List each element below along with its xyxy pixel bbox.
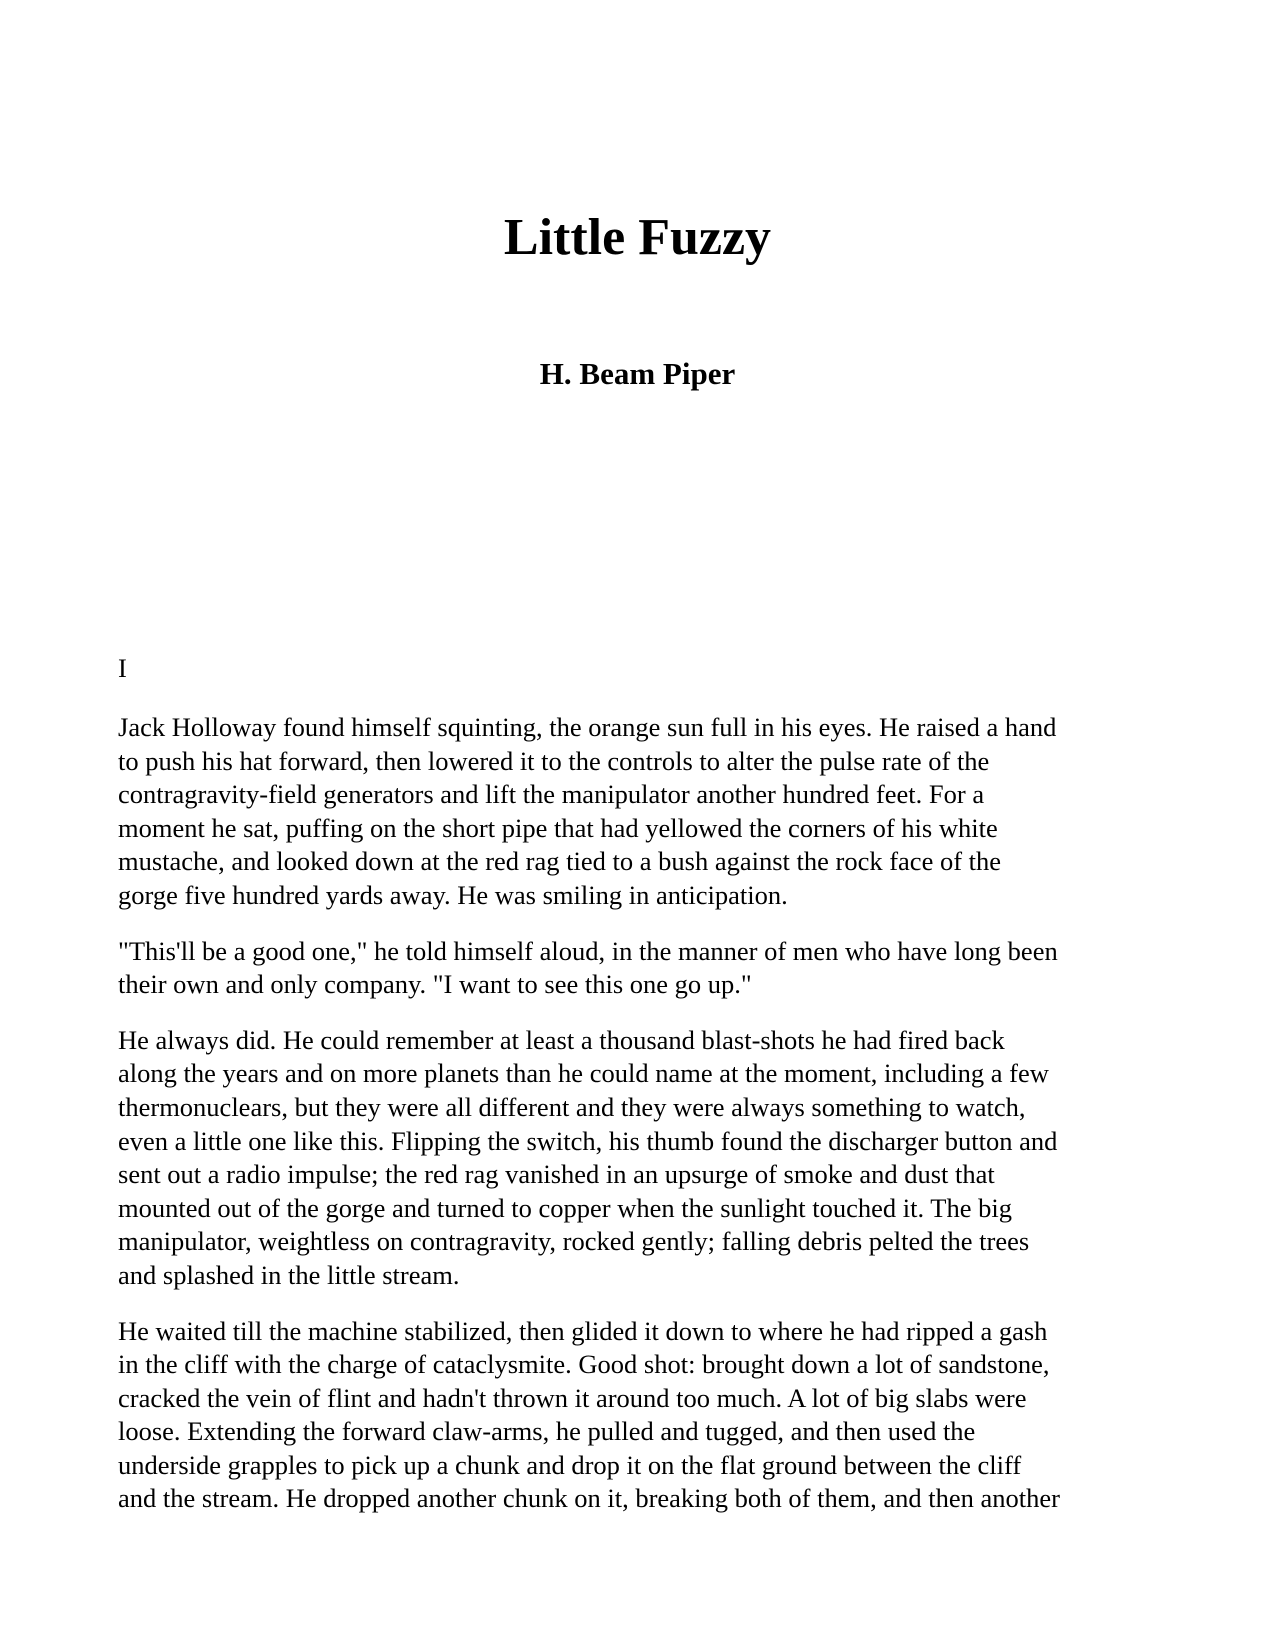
text-line: and the stream. He dropped another chunk on it, breaking both of them, and then another (118, 1483, 1060, 1514)
text-line: He waited till the machine stabilized, then glided it down to where he had ripped a gash (118, 1315, 1048, 1346)
paragraph (118, 1024, 1163, 1293)
book-title: Little Fuzzy (503, 209, 772, 266)
text-line: underside grapples to pick up a chunk and drop it on the flat ground between the cliff (118, 1449, 1022, 1480)
text-line: gorge five hundred yards away. He was smiling in anticipation. (118, 879, 788, 910)
paragraph (118, 1315, 1163, 1517)
text-line: to push his hat forward, then lowered it to the controls to alter the pulse rate of the (118, 745, 990, 776)
text-line: sent out a radio impulse; the red rag vanished in an upsurge of smoke and dust that (118, 1159, 995, 1190)
text-line: moment he sat, puffing on the short pipe that had yellowed the corners of his white (118, 812, 998, 843)
text-line: Jack Holloway found himself squinting, the orange sun full in his eyes. He raised a hand (118, 712, 1057, 742)
text-line: manipulator, weightless on contragravity, rocked gently; falling debris pelted the trees (118, 1226, 1030, 1257)
text-line: mustache, and looked down at the red rag tied to a bush against the rock face of the (118, 846, 1002, 877)
text-line: contragravity-field generators and lift the manipulator another hundred feet. For a (118, 779, 985, 810)
text-line: their own and only company. "I want to see this one go up." (118, 969, 752, 1000)
book-author: H. Beam Piper (539, 356, 736, 391)
text-line: cracked the vein of flint and hadn't thrown it around too much. A lot of big slabs were (118, 1382, 1027, 1413)
text-line: in the cliff with the charge of cataclysmite. Good shot: brought down a lot of sandstone, (118, 1349, 1050, 1380)
text-line: mounted out of the gorge and turned to copper when the sunlight touched it. The big (118, 1192, 1012, 1223)
chapter-heading: I (118, 653, 127, 683)
text-line: along the years and on more planets than he could name at the moment, including a few (118, 1058, 1049, 1089)
text-line: loose. Extending the forward claw-arms, he pulled and tugged, and then used the (118, 1416, 976, 1447)
paragraph (118, 935, 1163, 1002)
text-line: "This'll be a good one," he told himself aloud, in the manner of men who have long been (118, 935, 1058, 966)
paragraph (118, 711, 1163, 913)
text-line: thermonuclears, but they were all different and they were always something to watch, (118, 1091, 1026, 1122)
body-text (118, 711, 1163, 1538)
text-line: even a little one like this. Flipping the switch, his thumb found the discharger button and (118, 1125, 1058, 1156)
text-line: and splashed in the little stream. (118, 1259, 460, 1290)
text-line: He always did. He could remember at least a thousand blast-shots he had fired back (118, 1024, 1005, 1055)
